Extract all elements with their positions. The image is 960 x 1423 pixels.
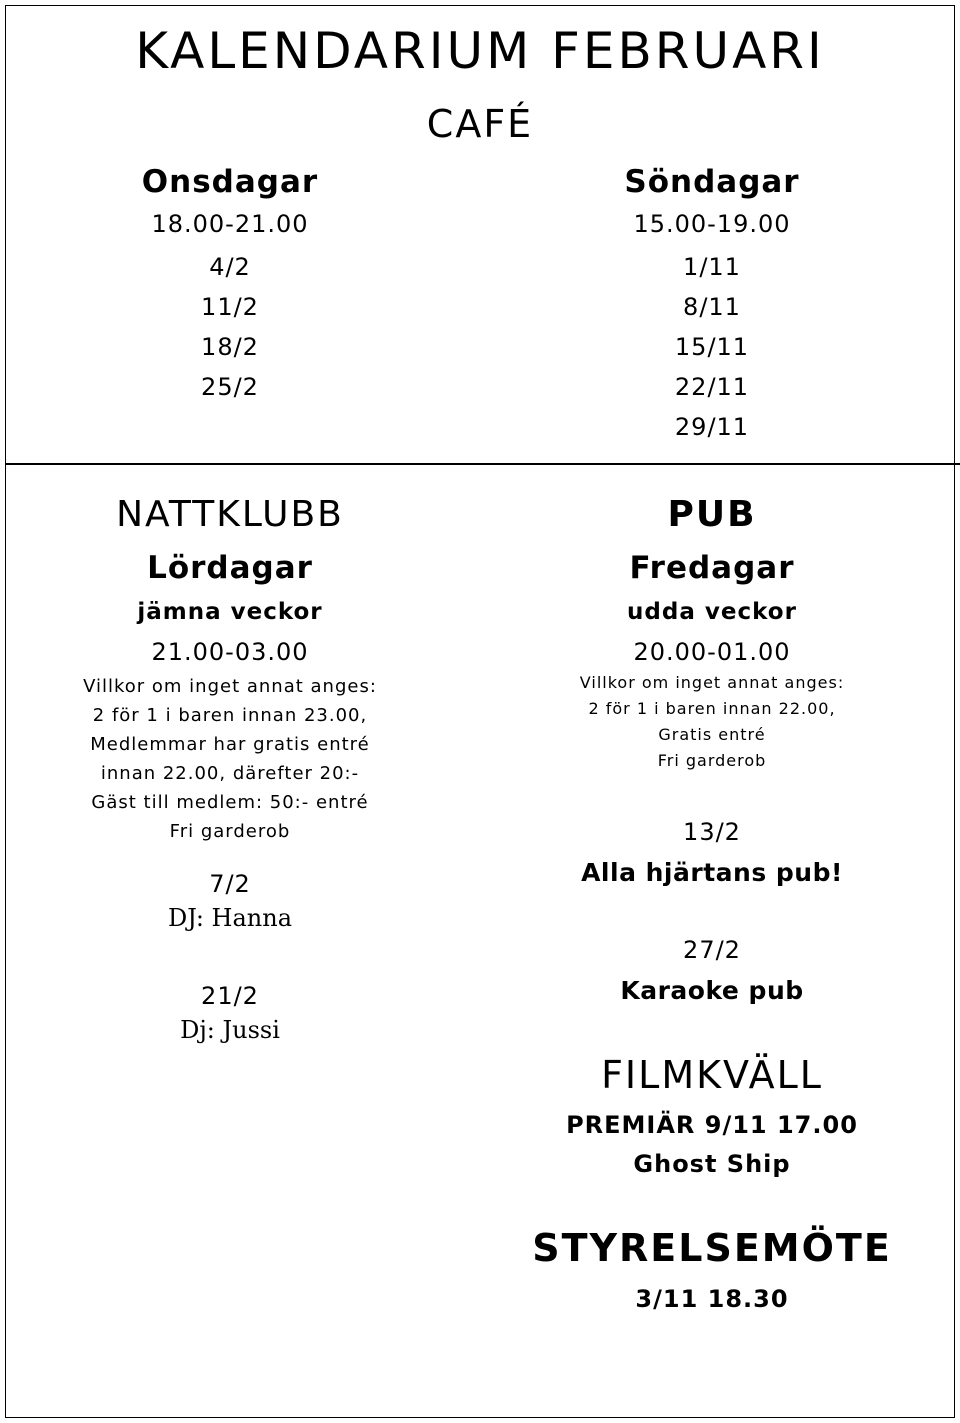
wednesday-time: 18.00-21.00	[151, 210, 309, 238]
sunday-date: 22/11	[674, 373, 750, 401]
nightclub-event-date: 21/2	[201, 982, 259, 1010]
wednesday-date: 11/2	[201, 293, 259, 321]
sunday-date: 8/11	[683, 293, 741, 321]
wednesday-date: 18/2	[201, 333, 259, 361]
wednesday-label: Onsdagar	[141, 164, 319, 200]
nightclub-condition: Gäst till medlem: 50:- entré	[91, 792, 369, 813]
pub-condition: Gratis entré	[658, 725, 766, 744]
sunday-date: 15/11	[674, 333, 750, 361]
nightclub-weeks: jämna veckor	[137, 599, 323, 625]
pub-time: 20.00-01.00	[633, 638, 791, 666]
nightclub-condition: Villkor om inget annat anges:	[83, 676, 377, 697]
film-heading: FILMKVÄLL	[601, 1053, 823, 1097]
nightclub-heading: NATTKLUBB	[116, 494, 344, 535]
wednesday-date: 25/2	[201, 373, 259, 401]
sunday-date: 29/11	[674, 413, 750, 441]
film-movie: Ghost Ship	[633, 1150, 791, 1178]
nightclub-condition: 2 för 1 i baren innan 23.00,	[92, 705, 368, 726]
pub-event-name: Alla hjärtans pub!	[581, 858, 843, 887]
section-divider	[5, 463, 960, 465]
page-title: KALENDARIUM FEBRUARI	[135, 22, 825, 80]
cafe-heading: CAFÉ	[426, 102, 534, 146]
pub-condition: 2 för 1 i baren innan 22.00,	[588, 699, 836, 718]
pub-condition: Villkor om inget annat anges:	[579, 673, 845, 692]
sunday-label: Söndagar	[624, 164, 800, 200]
pub-heading: PUB	[667, 494, 757, 535]
pub-condition: Fri garderob	[657, 751, 767, 770]
film-premiere: PREMIÄR 9/11 17.00	[566, 1111, 858, 1139]
pub-event-date: 13/2	[683, 818, 741, 846]
pub-weeks: udda veckor	[627, 599, 797, 625]
nightclub-event-name: Dj: Jussi	[180, 1016, 280, 1044]
pub-event-name: Karaoke pub	[620, 976, 804, 1005]
sunday-date: 1/11	[683, 253, 741, 281]
nightclub-condition: Fri garderob	[169, 821, 291, 842]
sunday-time: 15.00-19.00	[633, 210, 791, 238]
nightclub-event-date: 7/2	[209, 870, 251, 898]
board-heading: STYRELSEMÖTE	[532, 1226, 892, 1270]
nightclub-event-name: DJ: Hanna	[167, 904, 293, 932]
nightclub-condition: innan 22.00, därefter 20:-	[100, 763, 360, 784]
wednesday-date: 4/2	[209, 253, 251, 281]
nightclub-day: Lördagar	[147, 550, 313, 586]
pub-day: Fredagar	[629, 550, 795, 586]
nightclub-time: 21.00-03.00	[151, 638, 309, 666]
nightclub-condition: Medlemmar har gratis entré	[90, 734, 370, 755]
board-datetime: 3/11 18.30	[635, 1285, 789, 1313]
pub-event-date: 27/2	[683, 936, 741, 964]
